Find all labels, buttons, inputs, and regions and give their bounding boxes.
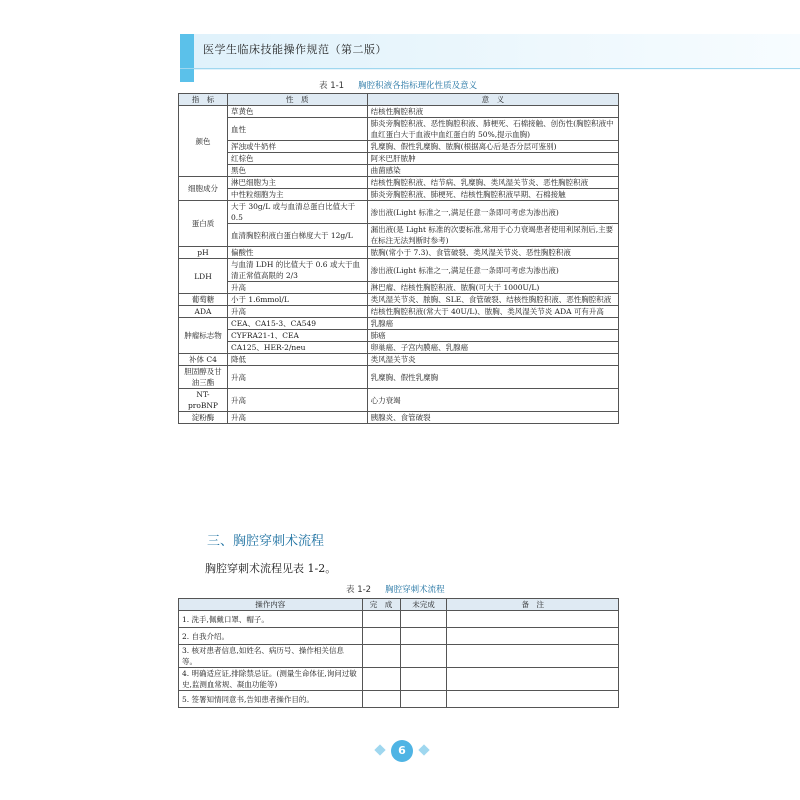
table-row [179, 691, 619, 708]
indicator-cell: 细胞成分 [179, 177, 228, 201]
header-rule [180, 68, 800, 69]
indicator-cell: 淀粉酶 [179, 412, 228, 424]
done-cell[interactable] [362, 691, 400, 708]
indicator-cell: 葡萄糖 [179, 294, 228, 306]
property-cell: CYFRA21-1、CEA [227, 330, 367, 342]
table-row [179, 306, 619, 318]
step-cell: 4. 明确适应证,排除禁忌证。(测量生命体征,询问过敏史,监测血常规、凝血功能等) [179, 668, 363, 691]
indicator-cell: ADA [179, 306, 228, 318]
table1-header-row [179, 94, 619, 106]
meaning-cell: 结核性胸腔积液、结节病、乳糜胸、类风湿关节炎、恶性胸腔积液 [367, 177, 618, 189]
table2-caption [346, 583, 445, 595]
meaning-cell: 漏出液(是 Light 标准的次要标准,常用于心力衰竭患者使用利尿剂后,主要在标注无法判断时参考) [367, 224, 618, 247]
table-row [179, 282, 619, 294]
meaning-cell: 类风湿关节炎、脓胸、SLE、食管破裂、结核性胸腔积液、恶性胸腔积液 [367, 294, 618, 306]
not-done-cell[interactable] [400, 645, 447, 668]
property-cell: 降低 [227, 354, 367, 366]
not-done-cell[interactable] [400, 628, 447, 645]
table-row [179, 153, 619, 165]
indicator-cell: NT-proBNP [179, 389, 228, 412]
property-cell: 大于 30g/L 或与血清总蛋白比值大于 0.5 [227, 201, 367, 224]
table2 [178, 598, 619, 708]
done-cell[interactable] [362, 645, 400, 668]
table1-header-property: 性 质 [227, 94, 367, 106]
meaning-cell: 类风湿关节炎 [367, 354, 618, 366]
table1-number: 表 1-1 [319, 81, 345, 91]
table-row [179, 318, 619, 330]
table1-header-meaning: 意 义 [367, 94, 618, 106]
not-done-cell[interactable] [400, 691, 447, 708]
step-cell: 3. 核对患者信息,如姓名、病历号、操作相关信息等。 [179, 645, 363, 668]
meaning-cell: 卵巢癌、子宫内膜癌、乳腺癌 [367, 342, 618, 354]
diamond-right-icon [418, 744, 429, 755]
property-cell: 偏酸性 [227, 247, 367, 259]
property-cell: 升高 [227, 366, 367, 389]
meaning-cell: 阿米巴肝脓肿 [367, 153, 618, 165]
table2-number: 表 1-2 [346, 585, 372, 595]
table-row [179, 294, 619, 306]
table2-header-remarks: 备 注 [447, 599, 619, 611]
meaning-cell: 淋巴瘤、结核性胸腔积液、脓胸(可大于 1000U/L) [367, 282, 618, 294]
table-row [179, 668, 619, 691]
table-row [179, 189, 619, 201]
indicator-cell: 肿瘤标志物 [179, 318, 228, 354]
property-cell: 升高 [227, 282, 367, 294]
table-row [179, 645, 619, 668]
page-number-badge [374, 740, 430, 762]
meaning-cell: 脓胸(常小于 7.3)、食管破裂、类风湿关节炎、恶性胸腔积液 [367, 247, 618, 259]
meaning-cell: 结核性胸腔积液(常大于 40U/L)、脓胸、类风湿关节炎 ADA 可有升高 [367, 306, 618, 318]
table-row [179, 247, 619, 259]
meaning-cell: 肺癌 [367, 330, 618, 342]
table-row [179, 201, 619, 224]
property-cell: CEA、CA15-3、CA549 [227, 318, 367, 330]
table-row [179, 330, 619, 342]
done-cell[interactable] [362, 628, 400, 645]
running-header-title: 医学生临床技能操作规范（第二版） [203, 43, 387, 56]
remarks-cell[interactable] [447, 611, 619, 628]
diamond-left-icon [374, 744, 385, 755]
table-row [179, 389, 619, 412]
table1-caption [319, 79, 477, 91]
property-cell: 红棕色 [227, 153, 367, 165]
remarks-cell[interactable] [447, 628, 619, 645]
table-row [179, 342, 619, 354]
meaning-cell: 渗出液(Light 标准之一,满足任意一条即可考虑为渗出液) [367, 259, 618, 282]
table-row [179, 224, 619, 247]
done-cell[interactable] [362, 611, 400, 628]
property-cell: 淋巴细胞为主 [227, 177, 367, 189]
not-done-cell[interactable] [400, 668, 447, 691]
indicator-cell: pH [179, 247, 228, 259]
property-cell: 小于 1.6mmol/L [227, 294, 367, 306]
remarks-cell[interactable] [447, 668, 619, 691]
step-cell: 5. 签署知情同意书,告知患者操作目的。 [179, 691, 363, 708]
done-cell[interactable] [362, 668, 400, 691]
table1-title: 胸腔积液各指标理化性质及意义 [358, 81, 478, 91]
property-cell: 升高 [227, 412, 367, 424]
section-heading: 三、胸腔穿刺术流程 [207, 534, 325, 549]
indicator-cell: 颜色 [179, 106, 228, 177]
property-cell: CA125、HER-2/neu [227, 342, 367, 354]
table-row [179, 366, 619, 389]
table2-header-operation: 操作内容 [179, 599, 363, 611]
section-paragraph: 胸腔穿刺术流程见表 1-2。 [205, 562, 337, 575]
property-cell: 血清胸腔积液白蛋白梯度大于 12g/L [227, 224, 367, 247]
table-row [179, 628, 619, 645]
table2-header-not-done: 未完成 [400, 599, 447, 611]
page-number: 6 [391, 740, 413, 762]
table-row [179, 141, 619, 153]
meaning-cell: 乳糜胸、假性乳糜胸、脓胸(根据离心后是否分层可鉴别) [367, 141, 618, 153]
meaning-cell: 心力衰竭 [367, 389, 618, 412]
table1 [178, 93, 619, 424]
property-cell: 中性粒细胞为主 [227, 189, 367, 201]
meaning-cell: 乳腺癌 [367, 318, 618, 330]
step-cell: 1. 洗手,佩戴口罩、帽子。 [179, 611, 363, 628]
property-cell: 草黄色 [227, 106, 367, 118]
table-row [179, 106, 619, 118]
table2-header-done: 完 成 [362, 599, 400, 611]
meaning-cell: 肺炎旁胸腔积液、恶性胸腔积液、肺梗死、石棉接触、创伤性(胸腔积液中血红蛋白大于血液中血红蛋白的 50%,提示血胸) [367, 118, 618, 141]
table-row [179, 118, 619, 141]
table-row [179, 611, 619, 628]
indicator-cell: LDH [179, 259, 228, 294]
table2-header-row [179, 599, 619, 611]
remarks-cell[interactable] [447, 691, 619, 708]
indicator-cell: 补体 C4 [179, 354, 228, 366]
table-row [179, 165, 619, 177]
not-done-cell[interactable] [400, 611, 447, 628]
header-accent-tab [180, 34, 194, 82]
property-cell: 血性 [227, 118, 367, 141]
property-cell: 黑色 [227, 165, 367, 177]
step-cell: 2. 自我介绍。 [179, 628, 363, 645]
property-cell: 升高 [227, 306, 367, 318]
indicator-cell: 胆固醇及甘油三酯 [179, 366, 228, 389]
property-cell: 升高 [227, 389, 367, 412]
table1-header-indicator: 指 标 [179, 94, 228, 106]
table-row [179, 259, 619, 282]
meaning-cell: 肺炎旁胸腔积液、肺梗死、结核性胸腔积液早期、石棉接触 [367, 189, 618, 201]
meaning-cell: 胰腺炎、食管破裂 [367, 412, 618, 424]
indicator-cell: 蛋白质 [179, 201, 228, 247]
meaning-cell: 乳糜胸、假性乳糜胸 [367, 366, 618, 389]
table-row [179, 177, 619, 189]
meaning-cell: 结核性胸腔积液 [367, 106, 618, 118]
meaning-cell: 渗出液(Light 标准之一,满足任意一条即可考虑为渗出液) [367, 201, 618, 224]
table2-title: 胸腔穿刺术流程 [385, 585, 445, 595]
property-cell: 浑浊或牛奶样 [227, 141, 367, 153]
table-row [179, 354, 619, 366]
property-cell: 与血清 LDH 的比值大于 0.6 或大于血清正常值高限的 2/3 [227, 259, 367, 282]
meaning-cell: 曲菌感染 [367, 165, 618, 177]
table-row [179, 412, 619, 424]
remarks-cell[interactable] [447, 645, 619, 668]
